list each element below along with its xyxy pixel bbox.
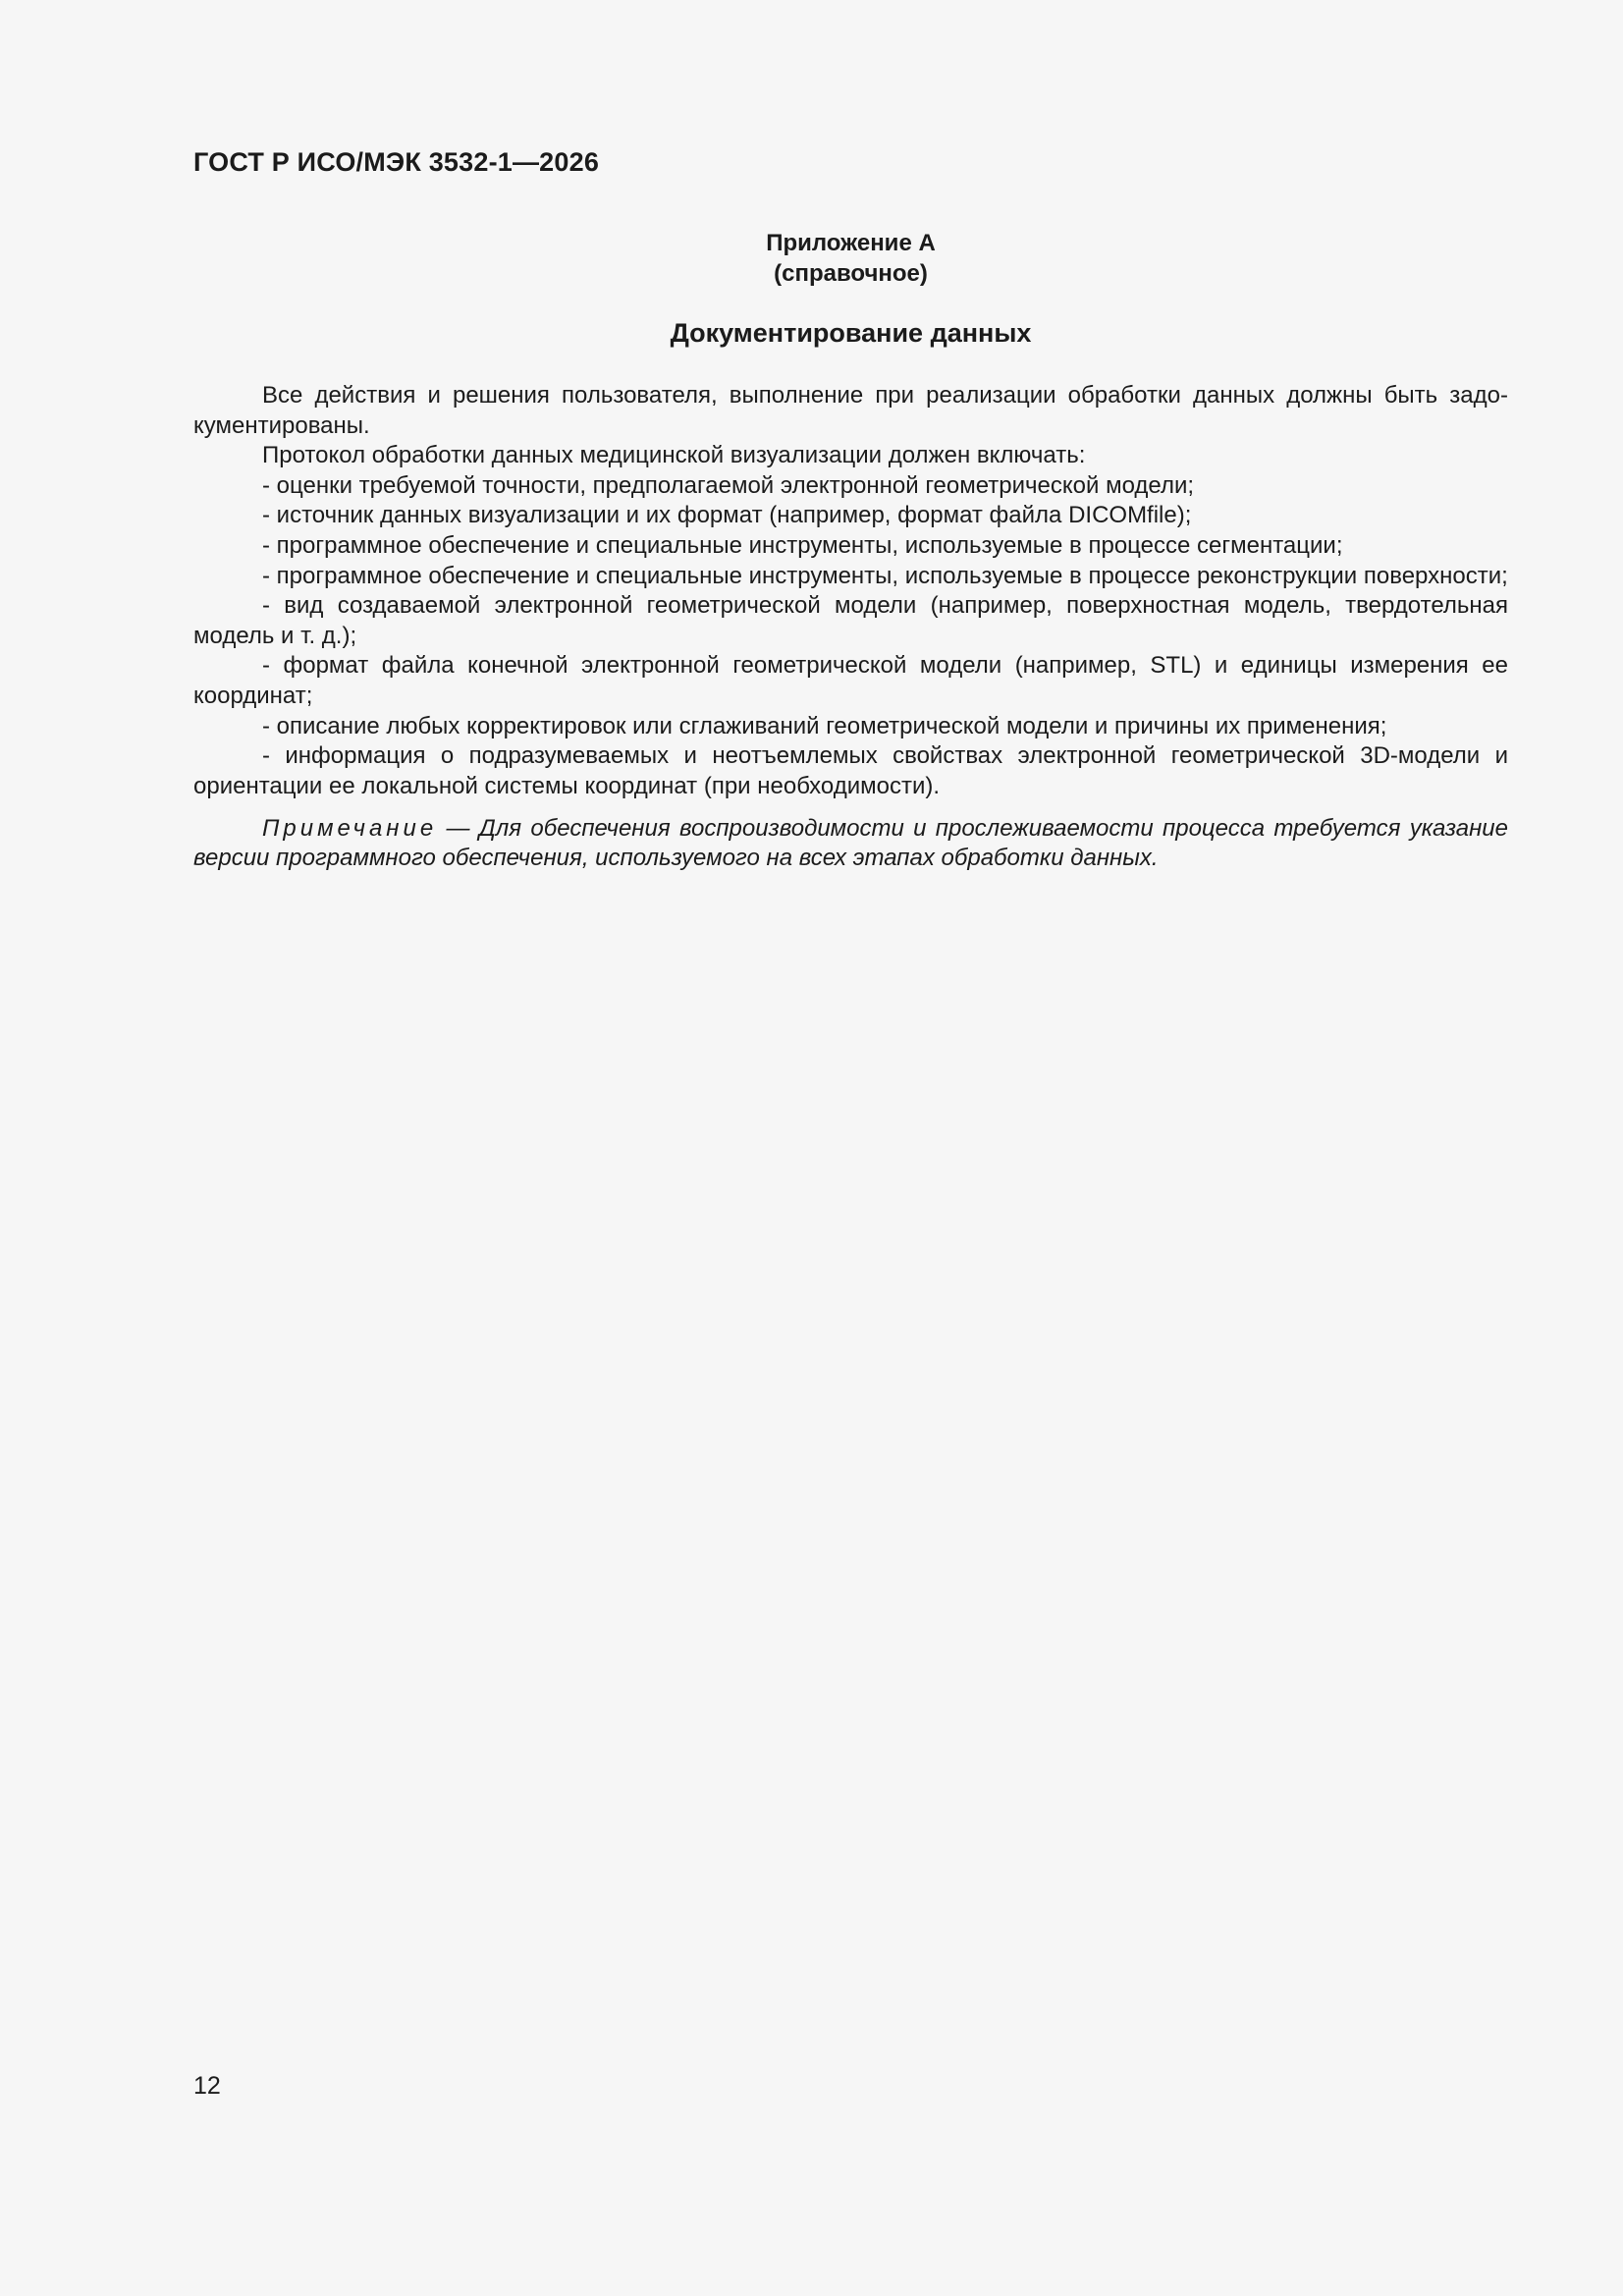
annex-heading — [0, 228, 1623, 289]
list-item: - вид создаваемой электронной геометрической модели (например, поверхностная модель, твердотельная модель и т. д.); — [193, 592, 1508, 649]
page-number: 12 — [193, 2072, 221, 2100]
list-item: - оценки требуемой точности, предполагаемой электронной геометрической модели; — [262, 471, 1195, 499]
paragraph: Протокол обработки данных медицинской визуализации должен включать: — [262, 442, 1086, 469]
list-item: - источник данных визуализации и их формат (например, формат файла DICOMfile); — [262, 502, 1192, 529]
section-title: Документирование данных — [670, 318, 1032, 348]
body-text — [193, 381, 1508, 873]
annex-title: Приложение А — [766, 230, 936, 256]
note-label: Примечание — [262, 815, 438, 843]
standard-code-header: ГОСТ Р ИСО/МЭК 3532-1—2026 — [193, 147, 600, 177]
note — [193, 814, 1508, 873]
list-item: - формат файла конечной электронной геометрической модели (например, STL) и единицы измерения ее координат; — [193, 652, 1508, 709]
list-item: - программное обеспечение и специальные инструменты, используемые в процессе реконструкции поверхности; — [262, 562, 1508, 589]
list-item: - программное обеспечение и специальные инструменты, используемые в процессе сегментации; — [262, 531, 1343, 559]
note-text: — Для обеспечения воспроизводимости и прослеживаемости процесса требуется указание версии программного обеспечения, используемого на всех этапах обработки данных. — [193, 815, 1508, 872]
list-item: - описание любых корректировок или сглаживаний геометрической модели и причины их применения; — [262, 712, 1387, 739]
paragraph: Все действия и решения пользователя, выполнение при реализации обработки данных должны быть задокументированы. — [193, 382, 1508, 439]
list-item: - информация о подразумеваемых и неотъемлемых свойствах электронной геометрической 3D-модели и ориентации ее локальной системы координат (при необходимости). — [193, 742, 1508, 799]
annex-type: (справочное) — [774, 260, 928, 287]
